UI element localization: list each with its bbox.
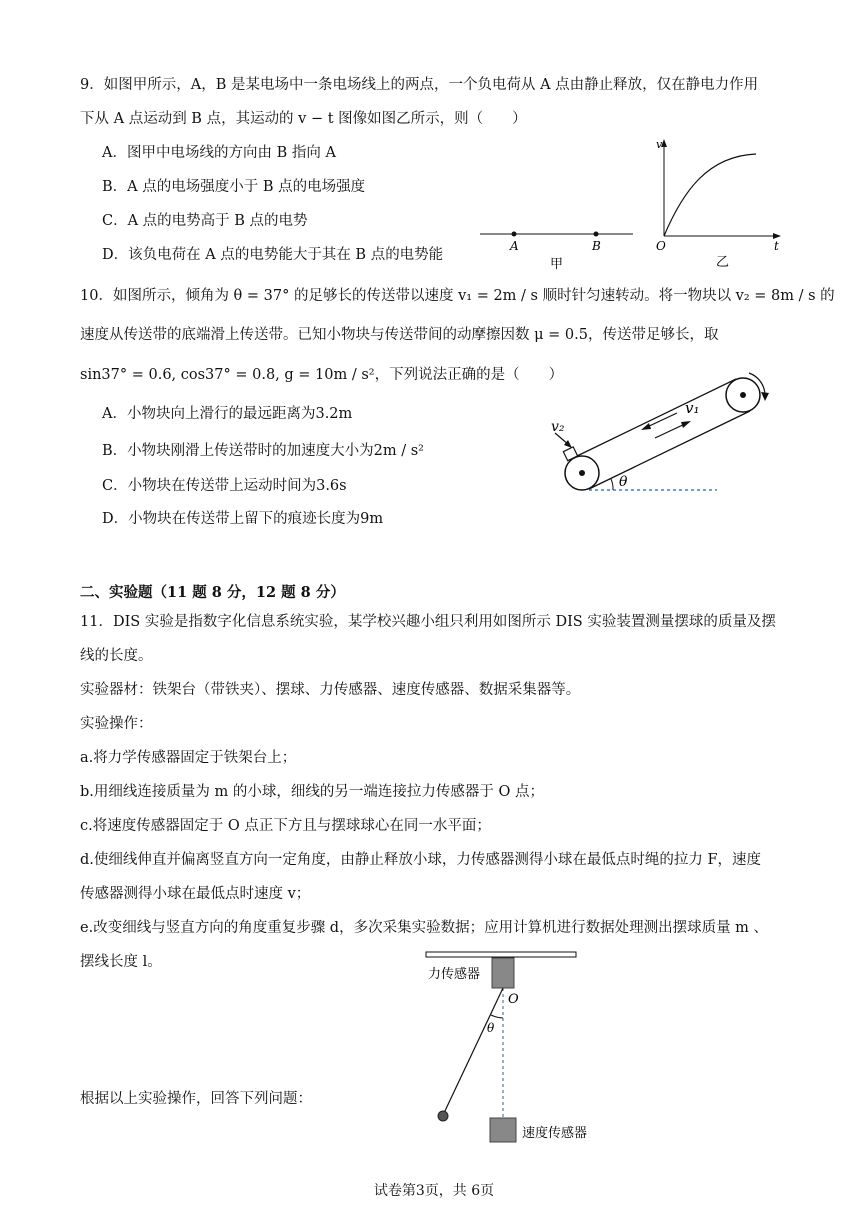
q9-stem-line1: 9．如图甲所示，A，B 是某电场中一条电场线上的两点，一个负电荷从 A 点由静止释放，仅在静电力作用 <box>80 77 759 93</box>
v-t-curve <box>664 154 756 236</box>
t-axis-label: t <box>774 239 779 253</box>
figure-jia-caption: 甲 <box>550 257 564 272</box>
page-footer: 试卷第3页，共 6页 <box>373 1183 495 1199</box>
belt-top-line <box>575 379 736 457</box>
theta-arc <box>491 1015 503 1018</box>
bottom-pulley-axle <box>579 470 585 476</box>
q11-ops-title: 实验操作： <box>80 716 153 732</box>
q9-figure-jia <box>478 220 638 275</box>
force-sensor-box <box>492 958 514 988</box>
q9-figure-yi <box>648 136 788 271</box>
rotation-arrow-icon <box>761 392 769 401</box>
pendulum-ball <box>438 1111 448 1121</box>
q10-option-d: D．小物块在传送带上留下的痕迹长度为9m <box>102 511 384 527</box>
support-bar <box>426 952 576 957</box>
q11-pendulum-figure <box>420 948 610 1153</box>
v2-label: v₂ <box>551 419 565 435</box>
q10-option-c: C．小物块在传送带上运动时间为3.6s <box>102 478 347 494</box>
q10-option-a: A．小物块向上滑行的最远距离为3.2m <box>102 406 353 422</box>
point-b-dot <box>594 232 599 237</box>
q9-option-b: B．A 点的电场强度小于 B 点的电场强度 <box>102 179 366 195</box>
origin-label: O <box>656 239 666 253</box>
q11-step-b: b.用细线连接质量为 m 的小球，细线的另一端连接拉力传感器于 O 点； <box>80 784 544 800</box>
q11-step-c: c.将速度传感器固定于 O 点正下方且与摆球球心在同一水平面； <box>80 818 491 834</box>
theta-label: θ <box>487 1021 495 1035</box>
q11-step-d-line2: 传感器测得小球在最低点时速度 v； <box>80 886 311 902</box>
q9-stem-line2: 下从 A 点运动到 B 点，其运动的 v − t 图像如图乙所示，则（ ） <box>80 111 527 127</box>
speed-sensor-label: 速度传感器 <box>522 1126 588 1141</box>
q10-stem-line1: 10．如图所示，倾角为 θ = 37° 的足够长的传送带以速度 v₁ = 2m / s 顺时针匀速转动。将一物块以 v₂ = 8m / s 的 <box>80 288 835 304</box>
q9-option-c: C．A 点的电势高于 B 点的电势 <box>102 213 308 229</box>
q11-closing: 根据以上实验操作，回答下列问题： <box>80 1091 312 1107</box>
q11-step-e-line1: e.改变细线与竖直方向的角度重复步骤 d，多次采集实验数据；应用计算机进行数据处理测出摆球质量 m 、 <box>80 920 769 936</box>
q10-option-b: B．小物块刚滑上传送带时的加速度大小为2m / s² <box>102 443 424 459</box>
section-2-heading: 二、实验题（11 题 8 分，12 题 8 分） <box>80 584 345 601</box>
q11-step-d-line1: d.使细线伸直并偏离竖直方向一定角度，由静止释放小球，力传感器测得小球在最低点时绳的拉力 F，速度 <box>80 852 762 868</box>
q11-stem-line2: 线的长度。 <box>80 648 153 664</box>
point-b-label: B <box>592 239 601 253</box>
q10-conveyor-figure <box>545 365 780 500</box>
point-a-label: A <box>510 239 519 253</box>
q10-stem-line3: sin37° = 0.6, cos37° = 0.8, g = 10m / s²，下列说法正确的是（ ） <box>80 367 564 383</box>
q11-equipment: 实验器材：铁架台（带铁夹）、摆球、力传感器、速度传感器、数据采集器等。 <box>80 682 581 698</box>
force-sensor-label: 力传感器 <box>428 967 481 982</box>
o-point-label: O <box>508 992 519 1007</box>
q9-option-a: A．图甲中电场线的方向由 B 指向 A <box>102 145 336 161</box>
q10-stem-line2: 速度从传送带的底端滑上传送带。已知小物块与传送带间的动摩擦因数 μ = 0.5，传送带足够长，取 <box>80 327 719 343</box>
point-a-dot <box>512 232 517 237</box>
q11-step-e-line2: 摆线长度 l。 <box>80 954 162 970</box>
top-pulley-axle <box>740 392 746 398</box>
speed-sensor-box <box>490 1118 516 1142</box>
q11-stem-line1: 11．DIS 实验是指数字化信息系统实验，某学校兴趣小组只利用如图所示 DIS 实验装置测量摆球的质量及摆 <box>80 614 776 630</box>
belt-bottom-line <box>589 411 750 489</box>
block <box>563 447 577 461</box>
v-axis-label: v <box>656 138 663 151</box>
theta-arc <box>611 479 613 490</box>
rotation-arc <box>749 373 765 395</box>
belt-arrow-up-head <box>681 421 691 428</box>
q9-option-d: D．该负电荷在 A 点的电势能大于其在 B 点的电势能 <box>102 247 444 263</box>
pendulum-string <box>444 988 503 1113</box>
q11-step-a: a.将力学传感器固定于铁架台上； <box>80 750 297 766</box>
theta-label: θ <box>619 474 628 490</box>
figure-yi-caption: 乙 <box>716 255 730 270</box>
v1-label: v₁ <box>685 399 700 417</box>
